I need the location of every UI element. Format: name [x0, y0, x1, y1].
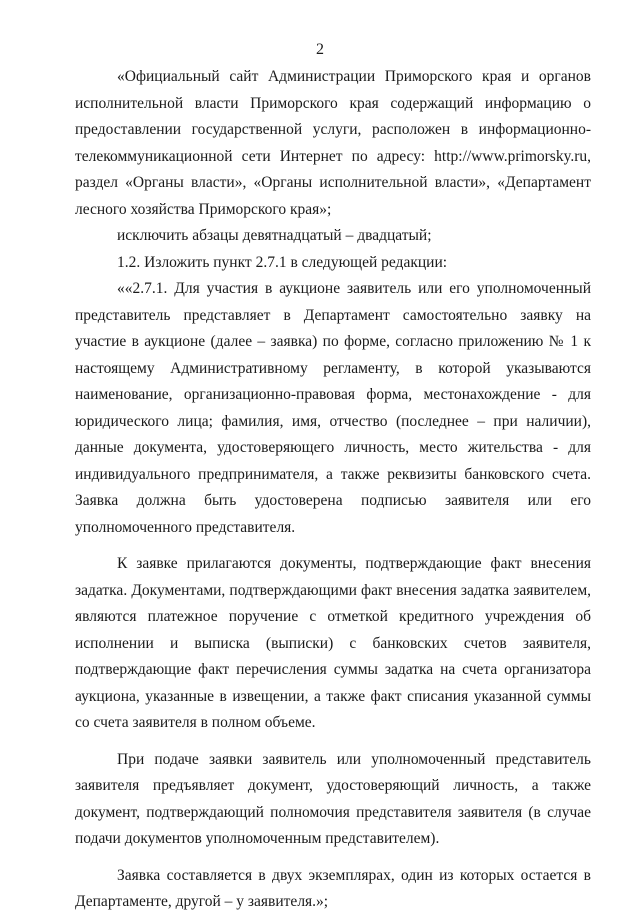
paragraph-attached-documents: К заявке прилагаются документы, подтверждающие факт внесения задатка. Документами, подтверждающими факт внесения задатка заявителем, являются платежное поручение с отметкой кредитного учреждения об исполнении и выписка (выписки) с банковских счетов заявителя, подтверждающие факт перечисления суммы задатка на счета организатора аукциона, указанные в извещении, а также факт списания указанной суммы со счета заявителя в полном объеме. — [75, 555, 591, 731]
paragraph-two-copies: Заявка составляется в двух экземплярах, один из которых остается в Департаменте, другой – у заявителя.»; — [75, 866, 591, 910]
page-number: 2 — [316, 41, 324, 58]
paragraph-item-1-2: 1.2. Изложить пункт 2.7.1 в следующей редакции: — [117, 253, 448, 271]
paragraph-item-2-7-1: ««2.7.1. Для участия в аукционе заявитель или его уполномоченный представитель представляет в Департамент самостоятельно заявку на участие в аукционе (далее – заявка) по форме, согласно приложению № 1 к настоящему Административному регламенту, в которой указываются наименование, организационно-правовая форма, местонахождение - для юридического лица; фамилия, имя, отчество (последнее – при наличии), данные документа, удостоверяющего личность, место жительства - для индивидуального предпринимателя, а также реквизиты банковского счета. Заявка должна быть удостоверена подписью заявителя или его уполномоченного представителя. — [75, 280, 591, 536]
paragraph-official-site: «Официальный сайт Администрации Приморского края и органов исполнительной власти Приморского края содержащий информацию о предоставлении государственной услуги, расположен в информационно-телекоммуникационной сети Интернет по адресу: http://www.primorsky.ru, раздел «Органы власти», «Органы исполнительной власти», «Департамент лесного хозяйства Приморского края»; — [75, 68, 591, 218]
paragraph-exclude-abzacy: исключить абзацы девятнадцатый – двадцатый; — [117, 227, 432, 244]
paragraph-identity-document: При подаче заявки заявитель или уполномоченный представитель заявителя предъявляет документ, удостоверяющий личность, а также документ, подтверждающий полномочия представителя заявителя (в случае подачи документов уполномоченным представителем). — [75, 750, 591, 847]
document-body — [75, 64, 591, 916]
